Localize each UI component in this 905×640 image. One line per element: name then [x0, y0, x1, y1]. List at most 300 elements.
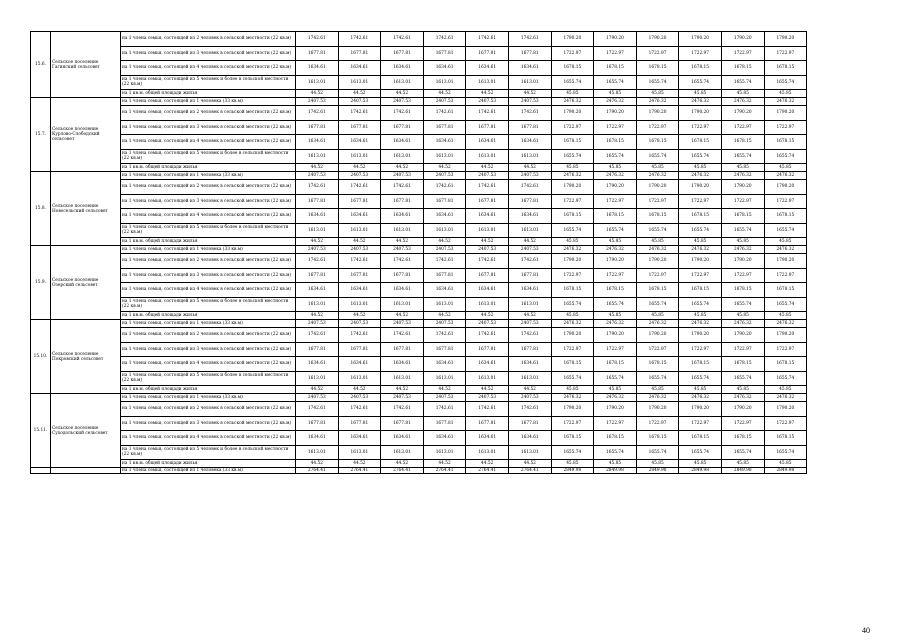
value-cell: 1634.61 [338, 283, 381, 298]
value-cell: 1655.74 [764, 371, 807, 386]
table-row [31, 223, 807, 238]
value-cell: 1634.61 [466, 61, 509, 76]
value-cell: 2476.32 [636, 246, 679, 254]
value-cell: 1790.20 [679, 106, 722, 121]
value-cell: 2849.98 [551, 468, 594, 474]
value-cell: 2476.32 [679, 172, 722, 180]
value-cell: 44.52 [381, 312, 424, 320]
value-cell: 45.85 [594, 164, 637, 172]
value-cell: 1722.97 [594, 268, 637, 283]
value-cell: 45.85 [636, 460, 679, 468]
value-cell: 1655.74 [594, 445, 637, 460]
value-cell: 2476.32 [594, 246, 637, 254]
value-cell: 1655.74 [636, 297, 679, 312]
table-row [31, 254, 807, 269]
value-cell: 1634.61 [381, 357, 424, 372]
table-row [31, 371, 807, 386]
section-number: 15.10. [31, 320, 51, 394]
value-cell: 45.85 [594, 386, 637, 394]
value-cell: 45.85 [721, 312, 764, 320]
value-cell: 45.85 [679, 90, 722, 98]
value-cell: 1722.97 [594, 416, 637, 431]
section-number: 15.7. [31, 98, 51, 172]
value-cell: 1613.01 [296, 445, 339, 460]
value-cell: 1613.01 [466, 149, 509, 164]
value-cell: 2849.98 [679, 468, 722, 474]
value-cell: 2407.53 [466, 98, 509, 106]
value-cell: 1677.81 [423, 120, 466, 135]
value-cell: 45.85 [721, 238, 764, 246]
value-cell: 45.85 [551, 312, 594, 320]
value-cell: 2407.53 [296, 246, 339, 254]
value-cell: 2407.53 [296, 394, 339, 402]
value-cell: 1655.74 [594, 75, 637, 90]
row-description: на 1 члена семьи, состоящей из 3 человек в сельской местности (22 кв.м) [121, 120, 296, 135]
value-cell: 2849.98 [764, 468, 807, 474]
value-cell: 1613.01 [338, 371, 381, 386]
value-cell: 2849.98 [721, 468, 764, 474]
value-cell: 1742.61 [466, 254, 509, 269]
value-cell: 1634.61 [381, 61, 424, 76]
value-cell: 44.52 [338, 238, 381, 246]
value-cell: 2407.53 [296, 172, 339, 180]
value-cell: 1722.97 [551, 194, 594, 209]
value-cell: 45.85 [594, 90, 637, 98]
value-cell: 1742.61 [296, 106, 339, 121]
value-cell: 1613.01 [296, 223, 339, 238]
value-cell: 1655.74 [721, 149, 764, 164]
value-cell: 1722.97 [551, 268, 594, 283]
value-cell: 2476.32 [679, 246, 722, 254]
table-row [31, 445, 807, 460]
value-cell: 1722.97 [594, 46, 637, 61]
value-cell: 44.52 [423, 312, 466, 320]
table-row [31, 135, 807, 150]
settlement-name: Сельское поселение Новосельский сельсовет [51, 172, 121, 246]
value-cell: 45.85 [636, 312, 679, 320]
value-cell: 1677.81 [508, 120, 551, 135]
value-cell: 1634.61 [381, 209, 424, 224]
value-cell: 1655.74 [721, 223, 764, 238]
value-cell: 1634.61 [338, 431, 381, 446]
value-cell: 1678.15 [679, 431, 722, 446]
value-cell: 2764.41 [338, 468, 381, 474]
value-cell: 1742.61 [338, 106, 381, 121]
value-cell: 1677.81 [508, 46, 551, 61]
table-row [31, 238, 807, 246]
value-cell: 45.85 [594, 312, 637, 320]
value-cell: 44.52 [338, 90, 381, 98]
value-cell: 2476.32 [721, 98, 764, 106]
settlement-name: Сельское поселение Гагинский сельсовет [51, 32, 121, 98]
value-cell: 1722.97 [764, 342, 807, 357]
value-cell: 45.85 [594, 238, 637, 246]
row-description: на 1 члена семьи, состоящей из 5 человек и более в сельской местности (22 кв.м) [121, 75, 296, 90]
value-cell: 45.85 [764, 460, 807, 468]
value-cell: 1677.81 [466, 194, 509, 209]
value-cell: 1678.15 [594, 61, 637, 76]
value-cell: 1678.15 [764, 209, 807, 224]
value-cell: 1677.81 [466, 416, 509, 431]
value-cell: 1634.61 [423, 209, 466, 224]
value-cell: 1790.20 [594, 328, 637, 343]
value-cell: 1742.61 [296, 328, 339, 343]
value-cell: 45.85 [764, 238, 807, 246]
value-cell: 1790.20 [679, 328, 722, 343]
value-cell: 1790.20 [594, 254, 637, 269]
value-cell: 1790.20 [679, 254, 722, 269]
value-cell: 1678.15 [679, 357, 722, 372]
settlement-name: Сельское поселение Курлово-Слободский сельсовет [51, 98, 121, 172]
value-cell: 1742.61 [508, 402, 551, 417]
value-cell: 45.85 [764, 386, 807, 394]
value-cell: 1613.01 [381, 371, 424, 386]
value-cell: 1678.15 [721, 209, 764, 224]
value-cell: 1722.97 [679, 120, 722, 135]
value-cell: 1634.61 [381, 283, 424, 298]
value-cell: 1678.15 [594, 209, 637, 224]
value-cell: 1634.61 [338, 357, 381, 372]
row-description: на 1 члена семьи, состоящей из 2 человек в сельской местности (22 кв.м) [121, 328, 296, 343]
value-cell: 1722.97 [721, 416, 764, 431]
table-row [31, 164, 807, 172]
value-cell: 1742.61 [381, 328, 424, 343]
value-cell: 1677.81 [338, 46, 381, 61]
table-row [31, 46, 807, 61]
table-row [31, 98, 807, 106]
value-cell: 1634.61 [296, 357, 339, 372]
value-cell: 45.85 [636, 386, 679, 394]
value-cell: 1655.74 [679, 297, 722, 312]
row-description: на 1 члена семьи, состоящей из 4 человек в сельской местности (22 кв.м) [121, 135, 296, 150]
value-cell: 1790.20 [594, 402, 637, 417]
value-cell: 1742.61 [381, 180, 424, 195]
row-description: на 1 члена семьи, состоящей из 3 человек в сельской местности (22 кв.м) [121, 416, 296, 431]
value-cell: 1677.81 [296, 120, 339, 135]
value-cell: 1742.61 [508, 254, 551, 269]
value-cell: 1790.20 [636, 328, 679, 343]
value-cell: 2407.53 [423, 98, 466, 106]
table-row [31, 32, 807, 47]
value-cell: 44.52 [338, 460, 381, 468]
value-cell: 1655.74 [594, 223, 637, 238]
row-description: на 1 кв.м. общей площади жилья [121, 238, 296, 246]
value-cell: 2476.32 [551, 320, 594, 328]
value-cell: 1678.15 [551, 431, 594, 446]
value-cell: 44.52 [296, 460, 339, 468]
row-description: на 1 кв.м. общей площади жилья [121, 386, 296, 394]
value-cell: 2407.53 [381, 246, 424, 254]
value-cell: 1613.01 [508, 297, 551, 312]
value-cell: 1655.74 [721, 75, 764, 90]
value-cell: 45.85 [594, 460, 637, 468]
value-cell: 1655.74 [551, 149, 594, 164]
row-description: на 1 члена семьи, состоящей из 4 человек в сельской местности (22 кв.м) [121, 61, 296, 76]
value-cell: 2476.32 [594, 172, 637, 180]
value-cell: 1613.01 [466, 297, 509, 312]
value-cell: 2476.32 [551, 394, 594, 402]
value-cell: 1742.61 [466, 180, 509, 195]
value-cell: 1655.74 [679, 149, 722, 164]
value-cell: 44.52 [296, 312, 339, 320]
value-cell: 2476.32 [721, 246, 764, 254]
value-cell: 1655.74 [764, 149, 807, 164]
value-cell: 1678.15 [594, 431, 637, 446]
value-cell: 2407.53 [423, 172, 466, 180]
value-cell: 2407.53 [381, 172, 424, 180]
value-cell: 1722.97 [551, 46, 594, 61]
value-cell: 44.52 [381, 386, 424, 394]
value-cell: 1613.01 [466, 75, 509, 90]
value-cell: 2476.32 [551, 172, 594, 180]
value-cell: 1678.15 [551, 61, 594, 76]
row-description: на 1 члена семьи, состоящей из 3 человек в сельской местности (22 кв.м) [121, 194, 296, 209]
value-cell: 1613.01 [508, 445, 551, 460]
value-cell: 1722.97 [636, 120, 679, 135]
value-cell: 1613.01 [508, 149, 551, 164]
value-cell: 1655.74 [679, 371, 722, 386]
value-cell: 1790.20 [551, 106, 594, 121]
value-cell: 44.52 [423, 90, 466, 98]
value-cell: 1678.15 [679, 283, 722, 298]
value-cell: 1655.74 [551, 75, 594, 90]
value-cell: 1613.01 [466, 371, 509, 386]
value-cell: 1613.01 [296, 75, 339, 90]
value-cell: 1634.61 [296, 283, 339, 298]
table-row [31, 194, 807, 209]
row-description: на 1 члена семьи, состоящей из 5 человек и более в сельской местности (22 кв.м) [121, 223, 296, 238]
value-cell: 1790.20 [764, 32, 807, 47]
value-cell: 1722.97 [721, 46, 764, 61]
value-cell: 1677.81 [466, 120, 509, 135]
row-description: на 1 члена семьи, состоящей из 1 человека (33 кв.м) [121, 320, 296, 328]
value-cell: 2476.32 [764, 98, 807, 106]
value-cell: 2407.53 [508, 394, 551, 402]
value-cell: 1678.15 [636, 61, 679, 76]
value-cell: 1613.01 [423, 223, 466, 238]
value-cell: 1722.97 [636, 416, 679, 431]
row-description: на 1 члена семьи, состоящей из 2 человек в сельской местности (22 кв.м) [121, 402, 296, 417]
value-cell: 1790.20 [679, 32, 722, 47]
value-cell: 1790.20 [594, 180, 637, 195]
settlement-name: Сельское поселение Озерский сельсовет [51, 246, 121, 320]
value-cell: 44.52 [508, 312, 551, 320]
value-cell: 1677.81 [423, 416, 466, 431]
value-cell: 2764.41 [466, 468, 509, 474]
value-cell: 1634.61 [338, 209, 381, 224]
value-cell: 44.52 [508, 386, 551, 394]
value-cell: 1634.61 [466, 357, 509, 372]
value-cell: 1634.61 [466, 283, 509, 298]
value-cell: 45.85 [551, 386, 594, 394]
value-cell: 1790.20 [636, 254, 679, 269]
value-cell: 2476.32 [594, 394, 637, 402]
value-cell: 1655.74 [679, 223, 722, 238]
row-description: на 1 члена семьи, состоящей из 3 человек в сельской местности (22 кв.м) [121, 342, 296, 357]
value-cell: 1678.15 [721, 61, 764, 76]
value-cell: 1677.81 [338, 268, 381, 283]
value-cell: 1742.61 [423, 402, 466, 417]
row-description: на 1 кв.м. общей площади жилья [121, 90, 296, 98]
section-number: 15.11. [31, 394, 51, 468]
table-row [31, 386, 807, 394]
value-cell: 1613.01 [338, 75, 381, 90]
row-description: на 1 члена семьи, состоящей из 1 человека (33 кв.м) [121, 172, 296, 180]
value-cell: 1678.15 [764, 283, 807, 298]
value-cell: 2476.32 [594, 98, 637, 106]
value-cell: 44.52 [466, 90, 509, 98]
value-cell: 2476.32 [636, 172, 679, 180]
value-cell: 1677.81 [338, 416, 381, 431]
value-cell: 45.85 [551, 90, 594, 98]
value-cell: 45.85 [764, 90, 807, 98]
value-cell: 1634.61 [296, 431, 339, 446]
value-cell: 1613.01 [296, 149, 339, 164]
value-cell: 1655.74 [679, 75, 722, 90]
table-row [31, 246, 807, 254]
value-cell: 2476.32 [764, 394, 807, 402]
value-cell: 1613.01 [381, 75, 424, 90]
value-cell: 1677.81 [381, 46, 424, 61]
value-cell: 1678.15 [594, 135, 637, 150]
value-cell: 45.85 [679, 164, 722, 172]
value-cell: 1742.61 [423, 328, 466, 343]
value-cell: 1722.97 [636, 342, 679, 357]
value-cell: 2407.53 [381, 394, 424, 402]
value-cell: 1678.15 [764, 357, 807, 372]
value-cell: 2407.53 [508, 172, 551, 180]
value-cell: 1678.15 [636, 209, 679, 224]
row-description: на 1 кв.м. общей площади жилья [121, 460, 296, 468]
value-cell: 44.52 [296, 238, 339, 246]
value-cell: 1677.81 [296, 46, 339, 61]
value-cell: 2407.53 [381, 98, 424, 106]
value-cell: 1634.61 [423, 61, 466, 76]
value-cell: 1677.81 [296, 268, 339, 283]
value-cell: 1677.81 [508, 416, 551, 431]
value-cell: 44.52 [296, 90, 339, 98]
table-row [31, 75, 807, 90]
value-cell: 1790.20 [721, 180, 764, 195]
value-cell: 1634.61 [508, 357, 551, 372]
value-cell: 1790.20 [551, 328, 594, 343]
value-cell: 1678.15 [636, 283, 679, 298]
value-cell: 2407.53 [466, 320, 509, 328]
value-cell: 1790.20 [764, 402, 807, 417]
value-cell: 2476.32 [636, 320, 679, 328]
value-cell: 2476.32 [594, 320, 637, 328]
value-cell: 1677.81 [508, 194, 551, 209]
value-cell: 45.85 [679, 312, 722, 320]
value-cell: 2476.32 [721, 320, 764, 328]
value-cell: 1722.97 [594, 120, 637, 135]
value-cell: 1742.61 [381, 254, 424, 269]
value-cell: 1742.61 [466, 106, 509, 121]
value-cell: 1742.61 [381, 106, 424, 121]
value-cell: 1613.01 [338, 445, 381, 460]
value-cell: 1677.81 [423, 194, 466, 209]
value-cell: 1722.97 [594, 342, 637, 357]
value-cell: 1634.61 [296, 135, 339, 150]
value-cell: 1655.74 [636, 75, 679, 90]
value-cell: 1742.61 [508, 106, 551, 121]
value-cell: 1790.20 [636, 32, 679, 47]
value-cell: 44.52 [508, 460, 551, 468]
value-cell: 1655.74 [636, 371, 679, 386]
value-cell: 2407.53 [466, 172, 509, 180]
value-cell: 1742.61 [508, 180, 551, 195]
value-cell: 1677.81 [381, 120, 424, 135]
value-cell: 45.85 [636, 90, 679, 98]
value-cell: 2849.98 [636, 468, 679, 474]
value-cell: 1613.01 [381, 445, 424, 460]
value-cell: 1678.15 [679, 209, 722, 224]
value-cell: 2407.53 [423, 246, 466, 254]
value-cell: 1613.01 [466, 223, 509, 238]
row-description: на 1 члена семьи, состоящей из 4 человек в сельской местности (22 кв.м) [121, 209, 296, 224]
value-cell: 1742.61 [338, 328, 381, 343]
table-row [31, 61, 807, 76]
value-cell: 1634.61 [423, 357, 466, 372]
table-row [31, 402, 807, 417]
value-cell: 2407.53 [423, 394, 466, 402]
value-cell: 1613.01 [381, 297, 424, 312]
value-cell: 1634.61 [466, 209, 509, 224]
value-cell: 1613.01 [508, 223, 551, 238]
table-row [31, 106, 807, 121]
value-cell: 45.85 [764, 164, 807, 172]
value-cell: 1678.15 [636, 431, 679, 446]
value-cell: 1790.20 [721, 254, 764, 269]
table-row [31, 149, 807, 164]
value-cell: 1613.01 [423, 297, 466, 312]
value-cell: 45.85 [551, 164, 594, 172]
value-cell: 1742.61 [338, 180, 381, 195]
value-cell: 44.52 [338, 312, 381, 320]
value-cell: 1655.74 [594, 149, 637, 164]
value-cell: 1790.20 [764, 328, 807, 343]
value-cell: 1655.74 [679, 445, 722, 460]
value-cell: 44.52 [381, 90, 424, 98]
value-cell: 1613.01 [338, 297, 381, 312]
row-description: на 1 члена семьи, состоящей из 5 человек и более в сельской местности (22 кв.м) [121, 445, 296, 460]
value-cell: 1655.74 [636, 445, 679, 460]
value-cell: 1655.74 [721, 445, 764, 460]
value-cell: 44.52 [338, 164, 381, 172]
value-cell: 1655.74 [551, 223, 594, 238]
value-cell: 1677.81 [381, 342, 424, 357]
value-cell: 44.52 [466, 164, 509, 172]
value-cell: 1790.20 [721, 106, 764, 121]
value-cell: 1677.81 [296, 194, 339, 209]
value-cell: 2407.53 [338, 172, 381, 180]
settlement-name: Сельское поселение Суходольский сельсовет [51, 394, 121, 468]
value-cell: 1677.81 [296, 342, 339, 357]
value-cell: 1742.61 [381, 402, 424, 417]
value-cell: 44.52 [296, 386, 339, 394]
value-cell: 1677.81 [466, 268, 509, 283]
value-cell: 1677.81 [466, 46, 509, 61]
table-row [31, 209, 807, 224]
value-cell: 44.52 [508, 238, 551, 246]
value-cell: 1722.97 [764, 416, 807, 431]
row-description: на 1 члена семьи, состоящей из 1 человека (33 кв.м) [121, 98, 296, 106]
table-row [31, 460, 807, 468]
row-description: на 1 члена семьи, состоящей из 4 человек в сельской местности (22 кв.м) [121, 357, 296, 372]
table-row [31, 172, 807, 180]
value-cell: 1678.15 [764, 135, 807, 150]
value-cell: 45.85 [679, 238, 722, 246]
